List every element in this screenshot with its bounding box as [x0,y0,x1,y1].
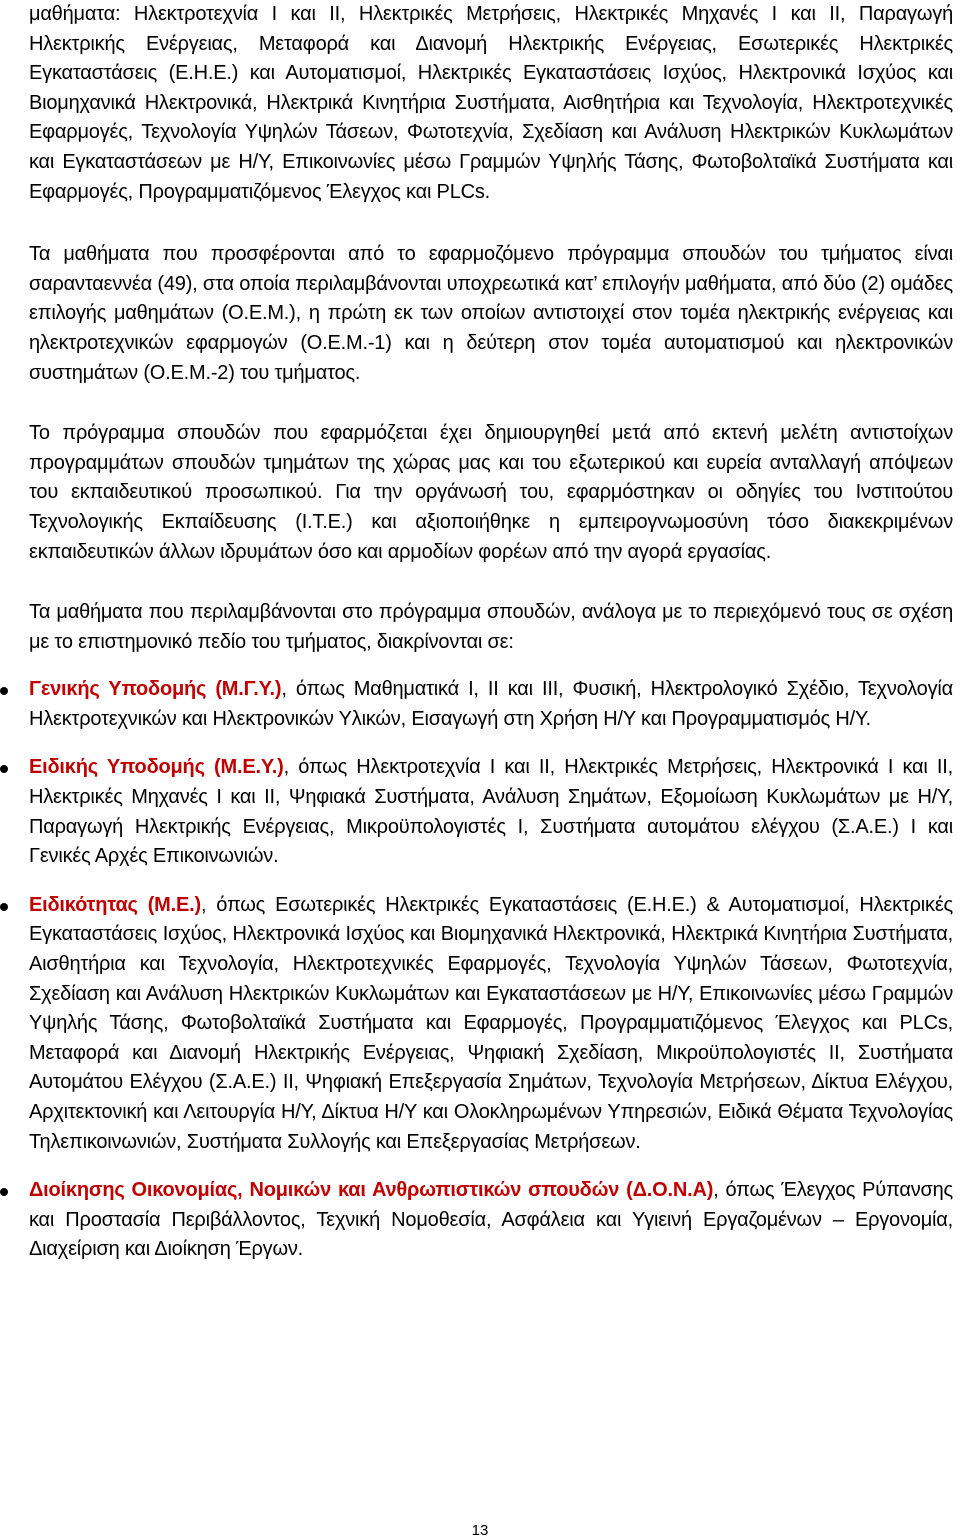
area-description: , όπως Εσωτερικές Ηλεκτρικές Εγκαταστάσεις (Ε.Η.Ε.) & Αυτοματισμοί, Ηλεκτρικές Εγκαταστάσεις Ισχύος, Ηλεκτρονικά Ισχύος και Βιομηχανικά Ηλεκτρονικά, Ηλεκτρικά Κινητήρια Συστήματα, Αισθητήρια και Τεχνολογία, Ηλεκτροτεχνικές Εφαρμογές, Τεχνολογία Υψηλών Τάσεων, Φωτοτεχνία, Σχεδίαση και Ανάλυση Ηλεκτρικών Κυκλωμάτων και Εγκαταστάσεων με Η/Υ, Επικοινωνίες μέσω Γραμμών Υψηλής Τάσης, Φωτοβολταϊκά Συστήματα και Εφαρμογές, Προγραμματιζόμενος Έλεγχος και PLCs, Μεταφορά και Διανομή Ηλεκτρικής Ενέργειας, Ψηφιακή Σχεδίαση, Μικροϋπολογιστές ΙΙ, Συστήματα Αυτομάτου Ελέγχου (Σ.Α.Ε.) ΙΙ, Ψηφιακή Επεξεργασία Σημάτων, Τεχνολογία Μετρήσεων, Δίκτυα Ελέγχου, Αρχιτεκτονική και Λειτουργία Η/Υ, Δίκτυα Η/Υ και Ολοκληρωμένων Υπηρεσιών, Ειδικά Θέματα Τεχνολογίας Τηλεπικοινωνιών, Συστήματα Συλλογής και Επεξεργασίας Μετρήσεων. [29,893,953,1153]
list-item-general-infrastructure [29,675,953,734]
area-description: , όπως Μαθηματικά Ι, ΙΙ και ΙΙΙ, Φυσική, Ηλεκτρολογικό Σχέδιο, Τεχνολογία Ηλεκτροτεχνικών και Ηλεκτρονικών Υλικών, Εισαγωγή στη Χρήση Η/Υ και Προγραμματισμός Η/Υ. [29,678,953,730]
program-paragraph: Το πρόγραμμα σπουδών που εφαρμόζεται έχει δημιουργηθεί μετά από εκτενή μελέτη αντιστοίχων προγραμμάτων σπουδών τμημάτων της χώρας μας και του εξωτερικού και ευρεία ανταλλαγή απόψεων του εκπαιδευτικού προσωπικού. Για την οργάνωσή του, εφαρμόστηκαν οι οδηγίες του Ινστιτούτου Τεχνολογικής Εκπαίδευσης (Ι.Τ.Ε.) και αξιοποιήθηκε η εμπειρογνωμοσύνη τόσο διακεκριμένων εκπαιδευτικών άλλων ιδρυμάτων όσο και αρμοδίων φορέων από την αγορά εργασίας. [29,422,953,563]
page-content [29,0,953,1265]
bullet-icon [0,1188,8,1196]
area-title: Ειδικότητας (Μ.Ε.) [29,893,201,916]
courses-paragraph: Τα μαθήματα που προσφέρονται από το εφαρμοζόμενο πρόγραμμα σπουδών του τμήματος είναι σαρανταεννέα (49), στα οποία περιλαμβάνονται υποχρεωτικά κατ’ επιλογήν μαθήματα, από δύο (2) ομάδες επιλογής μαθημάτων (Ο.Ε.Μ.), η πρώτη εκ των οποίων αντιστοιχεί στον τομέα ηλεκτρικής ενέργειας και ηλεκτροτεχνικών εφαρμογών (Ο.Ε.Μ.-1) και η δεύτερη στον τομέα αυτοματισμού και ηλεκτρονικών συστημάτων (Ο.Ε.Μ.-2) του τμήματος. [29,243,953,384]
page-number: 13 [471,1522,489,1539]
classification-paragraph: Τα μαθήματα που περιλαμβάνονται στο πρόγραμμα σπουδών, ανάλογα με το περιεχόμενό τους σε σχέση με το επιστημονικό πεδίο του τμήματος, διακρίνονται σε: [29,601,953,653]
course-areas-list [29,675,953,1265]
bullet-icon [0,687,8,695]
area-title: Γενικής Υποδομής (Μ.Γ.Υ.) [29,678,282,701]
area-description: , όπως Έλεγχος Ρύπανσης και Προστασία Περιβάλλοντος, Τεχνική Νομοθεσία, Ασφάλεια και Υγιεινή Εργαζομένων – Εργονομία, Διαχείριση και Διοίκηση Έργων. [29,1179,953,1261]
area-title: Ειδικής Υποδομής (Μ.Ε.Υ.) [29,756,284,779]
area-description: , όπως Ηλεκτροτεχνία Ι και ΙΙ, Ηλεκτρικές Μετρήσεις, Ηλεκτρονικά Ι και ΙΙ, Ηλεκτρικές Μηχανές Ι και ΙΙ, Ψηφιακά Συστήματα, Ανάλυση Σημάτων, Εξομοίωση Κυκλωμάτων με Η/Υ, Παραγωγή Ηλεκτρικής Ενέργειας, Μικροϋπολογιστές Ι, Συστήματα αυτομάτου ελέγχου (Σ.Α.Ε.) Ι και Γενικές Αρχές Επικοινωνιών. [29,756,954,868]
list-item-management-economics-law-humanities [29,1176,953,1265]
intro-paragraph: μαθήματα: Ηλεκτροτεχνία Ι και ΙΙ, Ηλεκτρικές Μετρήσεις, Ηλεκτρικές Μηχανές Ι και ΙΙ, Παραγωγή Ηλεκτρικής Ενέργειας, Μεταφορά και Διανομή Ηλεκτρικής Ενέργειας, Εσωτερικές Ηλεκτρικές Εγκαταστάσεις (Ε.Η.Ε.) και Αυτοματισμοί, Ηλεκτρικές Εγκαταστάσεις Ισχύος, Ηλεκτρονικά Ισχύος και Βιομηχανικά Ηλεκτρονικά, Ηλεκτρικά Κινητήρια Συστήματα, Αισθητήρια και Τεχνολογία, Ηλεκτροτεχνικές Εφαρμογές, Τεχνολογία Υψηλών Τάσεων, Φωτοτεχνία, Σχεδίαση και Ανάλυση Ηλεκτρικών Κυκλωμάτων και Εγκαταστάσεων με Η/Υ, Επικοινωνίες μέσω Γραμμών Υψηλής Τάσης, Φωτοβολταϊκά Συστήματα και Εφαρμογές, Προγραμματιζόμενος Έλεγχος και PLCs. [29,3,953,203]
area-title: Διοίκησης Οικονομίας, Νομικών και Ανθρωπιστικών σπουδών (Δ.Ο.Ν.Α) [29,1179,714,1202]
list-item-special-infrastructure [29,753,953,871]
bullet-icon [0,903,8,911]
bullet-icon [0,765,8,773]
list-item-specialty [29,891,953,1157]
